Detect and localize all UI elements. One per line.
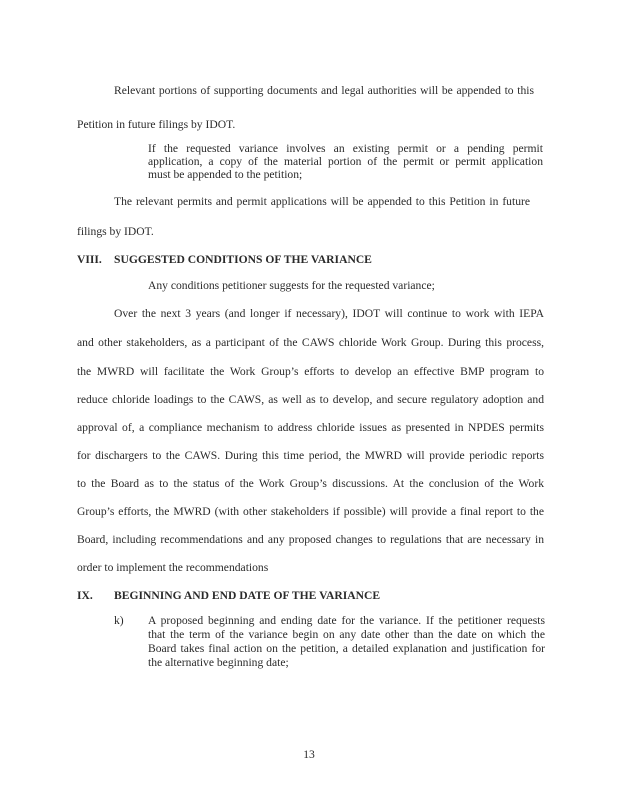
quote-1-line-1: If the requested variance involves an existing permit or a pending permit <box>148 142 543 155</box>
paragraph-3-line-6: for dischargers to the CAWS. During this time period, the MWRD will provide periodic reports <box>77 449 544 462</box>
section-8-title: SUGGESTED CONDITIONS OF THE VARIANCE <box>114 253 372 266</box>
item-k-label: k) <box>114 614 124 627</box>
paragraph-3-line-7: to the Board as to the status of the Work Group’s discussions. At the conclusion of the Work <box>77 477 544 490</box>
item-k-line-3: Board takes final action on the petition, a detailed explanation and justification for <box>148 642 545 655</box>
paragraph-3-line-5: approval of, a compliance mechanism to address chloride issues as presented in NPDES permits <box>77 421 544 434</box>
quote-1-line-3: must be appended to the petition; <box>148 168 303 181</box>
paragraph-3-line-2: and other stakeholders, as a participant of the CAWS chloride Work Group. During this process, <box>77 336 544 349</box>
paragraph-2-line-1: The relevant permits and permit applications will be appended to this Petition in future <box>114 195 530 208</box>
paragraph-3-line-9: Board, including recommendations and any proposed changes to regulations that are necessary in <box>77 533 544 546</box>
item-k-line-2: that the term of the variance begin on any date other than the date on which the <box>148 628 545 641</box>
page-number: 13 <box>303 748 315 761</box>
paragraph-3-line-10: order to implement the recommendations <box>77 561 269 574</box>
quote-1-line-2: application, a copy of the material portion of the permit or permit application <box>148 155 543 168</box>
paragraph-3-line-4: reduce chloride loadings to the CAWS, as well as to develop, and secure regulatory adoption and <box>77 393 544 406</box>
section-9-title: BEGINNING AND END DATE OF THE VARIANCE <box>114 589 381 602</box>
paragraph-3-line-3: the MWRD will facilitate the Work Group’s efforts to develop an effective BMP program to <box>77 365 544 378</box>
quote-2: Any conditions petitioner suggests for the requested variance; <box>148 279 435 292</box>
paragraph-1-line-1: Relevant portions of supporting documents and legal authorities will be appended to this <box>114 84 534 97</box>
paragraph-3-line-8: Group’s efforts, the MWRD (with other stakeholders if possible) will provide a final report to the <box>77 505 544 518</box>
paragraph-2-line-2: filings by IDOT. <box>77 225 154 238</box>
item-k-line-4: the alternative beginning date; <box>148 656 289 669</box>
paragraph-1-line-2: Petition in future filings by IDOT. <box>77 118 236 131</box>
paragraph-3-line-1: Over the next 3 years (and longer if necessary), IDOT will continue to work with IEPA <box>114 307 544 320</box>
item-k-line-1: A proposed beginning and ending date for the variance. If the petitioner requests <box>148 614 545 627</box>
section-8-number: VIII. <box>77 253 102 266</box>
section-9-number: IX. <box>77 589 93 602</box>
